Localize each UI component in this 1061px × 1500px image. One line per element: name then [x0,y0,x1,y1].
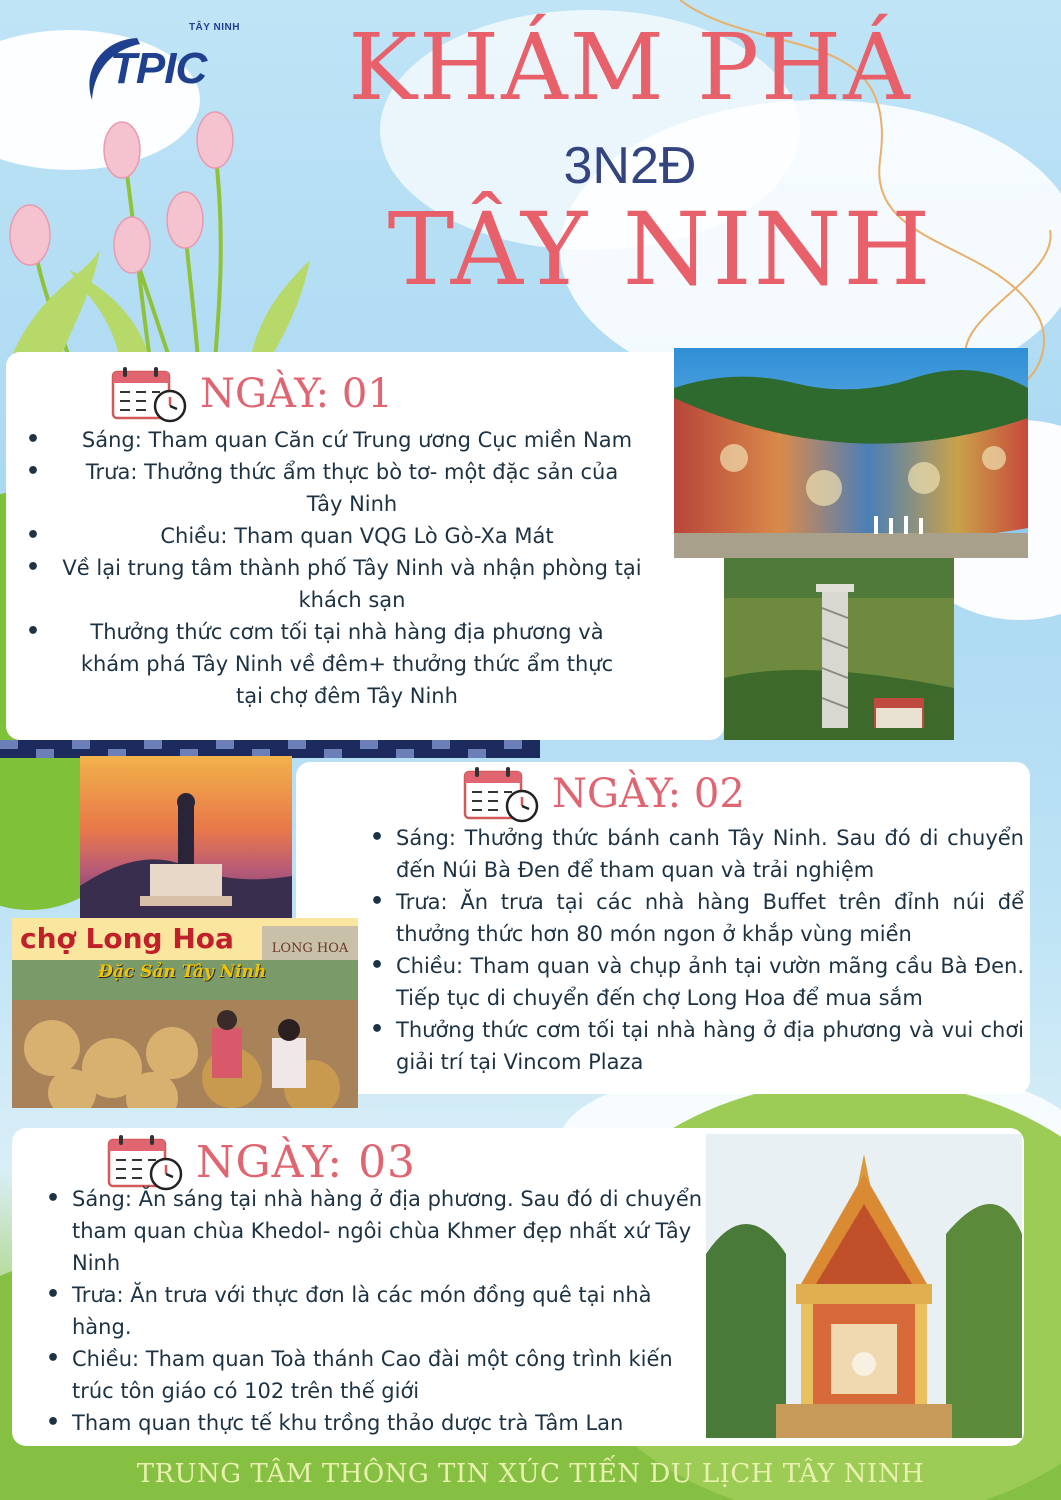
day-1-activity: • Về lại trung tâm thành phố Tây Ninh và nhận phòng tại khách sạn [22,552,662,616]
photo-khedol-pagoda [706,1134,1022,1438]
market-board-text: LONG HOA [271,941,349,956]
day-3-activity: • Sáng: Ăn sáng tại nhà hàng ở địa phương. Sau đó di chuyển tham quan chùa Khedol- ngôi chùa Khmer đẹp nhất xứ Tây Ninh [46,1183,706,1279]
day-1-activity: • Chiều: Tham quan VQG Lò Gò-Xa Mát [22,520,662,552]
day-2-card [296,762,1030,1094]
day-3-activity: • Trưa: Ăn trưa với thực đơn là các món đồng quê tại nhà hàng. [46,1279,706,1343]
tulip-illustration [0,110,320,360]
photo-ba-den-mountain [80,756,292,920]
day-3-activity: • Chiều: Tham quan Toà thánh Cao đài một công trình kiến trúc tôn giáo có 102 trên thế giới [46,1343,706,1407]
day-2-title: NGÀY: 02 [552,771,745,817]
footer-organization: TRUNG TÂM THÔNG TIN XÚC TIẾN DU LỊCH TÂY NINH [136,1459,925,1489]
day-3-title: NGÀY: 03 [196,1136,417,1188]
day-2-activity-list [370,822,1024,1078]
day-1-activity: • Trưa: Thưởng thức ẩm thực bò tơ- một đặc sản của Tây Ninh [22,456,662,520]
calendar-clock-icon [110,364,190,424]
logo-region: TÂY NINH [188,22,240,33]
calendar-clock-icon [462,764,542,824]
day-1-activity-list [22,424,662,712]
tpic-logo [82,20,252,110]
photo-observation-tower [724,558,954,740]
day-2-activity: • Sáng: Thưởng thức bánh canh Tây Ninh. Sau đó di chuyển đến Núi Bà Đen để tham quan và trải nghiệm [370,822,1024,886]
day-2-activity: • Thưởng thức cơm tối tại nhà hàng ở địa phương và vui chơi giải trí tại Vincom Plaza [370,1014,1024,1078]
day-3-activity: • Tham quan thực tế khu trồng thảo dược trà Tâm Lan [46,1407,706,1439]
day-1-card [6,352,724,740]
day-3-activity-list [46,1183,706,1439]
day-1-activity: • Thưởng thức cơm tối tại nhà hàng địa phương và khám phá Tây Ninh về đêm+ thưởng thức ẩm thực tại chợ đêm Tây Ninh [22,616,662,712]
day-1-header [110,364,393,424]
day-2-activity: • Trưa: Ăn trưa tại các nhà hàng Buffet trên đỉnh núi để thưởng thức hơn 80 món ngon ở khắp vùng miền [370,886,1024,950]
photo-long-hoa-market [12,918,358,1108]
day-1-title: NGÀY: 01 [200,371,393,417]
day-2-activity: • Chiều: Tham quan và chụp ảnh tại vườn mãng cầu Bà Đen. Tiếp tục di chuyển đến chợ Long Hoa để mua sắm [370,950,1024,1014]
page-subtitle: 3N2Đ [563,137,697,195]
logo-brand: TPIC [110,44,207,93]
page-title-line1: KHÁM PHÁ [348,14,912,121]
page-title-line2: TÂY NINH [387,191,933,308]
day-2-header [462,764,745,824]
market-sign-text: chợ Long Hoa [20,922,234,955]
photo-mural-wall [674,348,1028,558]
day-1-activity: • Sáng: Tham quan Căn cứ Trung ương Cục miền Nam [22,424,662,456]
market-caption-text: Đặc Sản Tây Ninh [98,962,267,982]
